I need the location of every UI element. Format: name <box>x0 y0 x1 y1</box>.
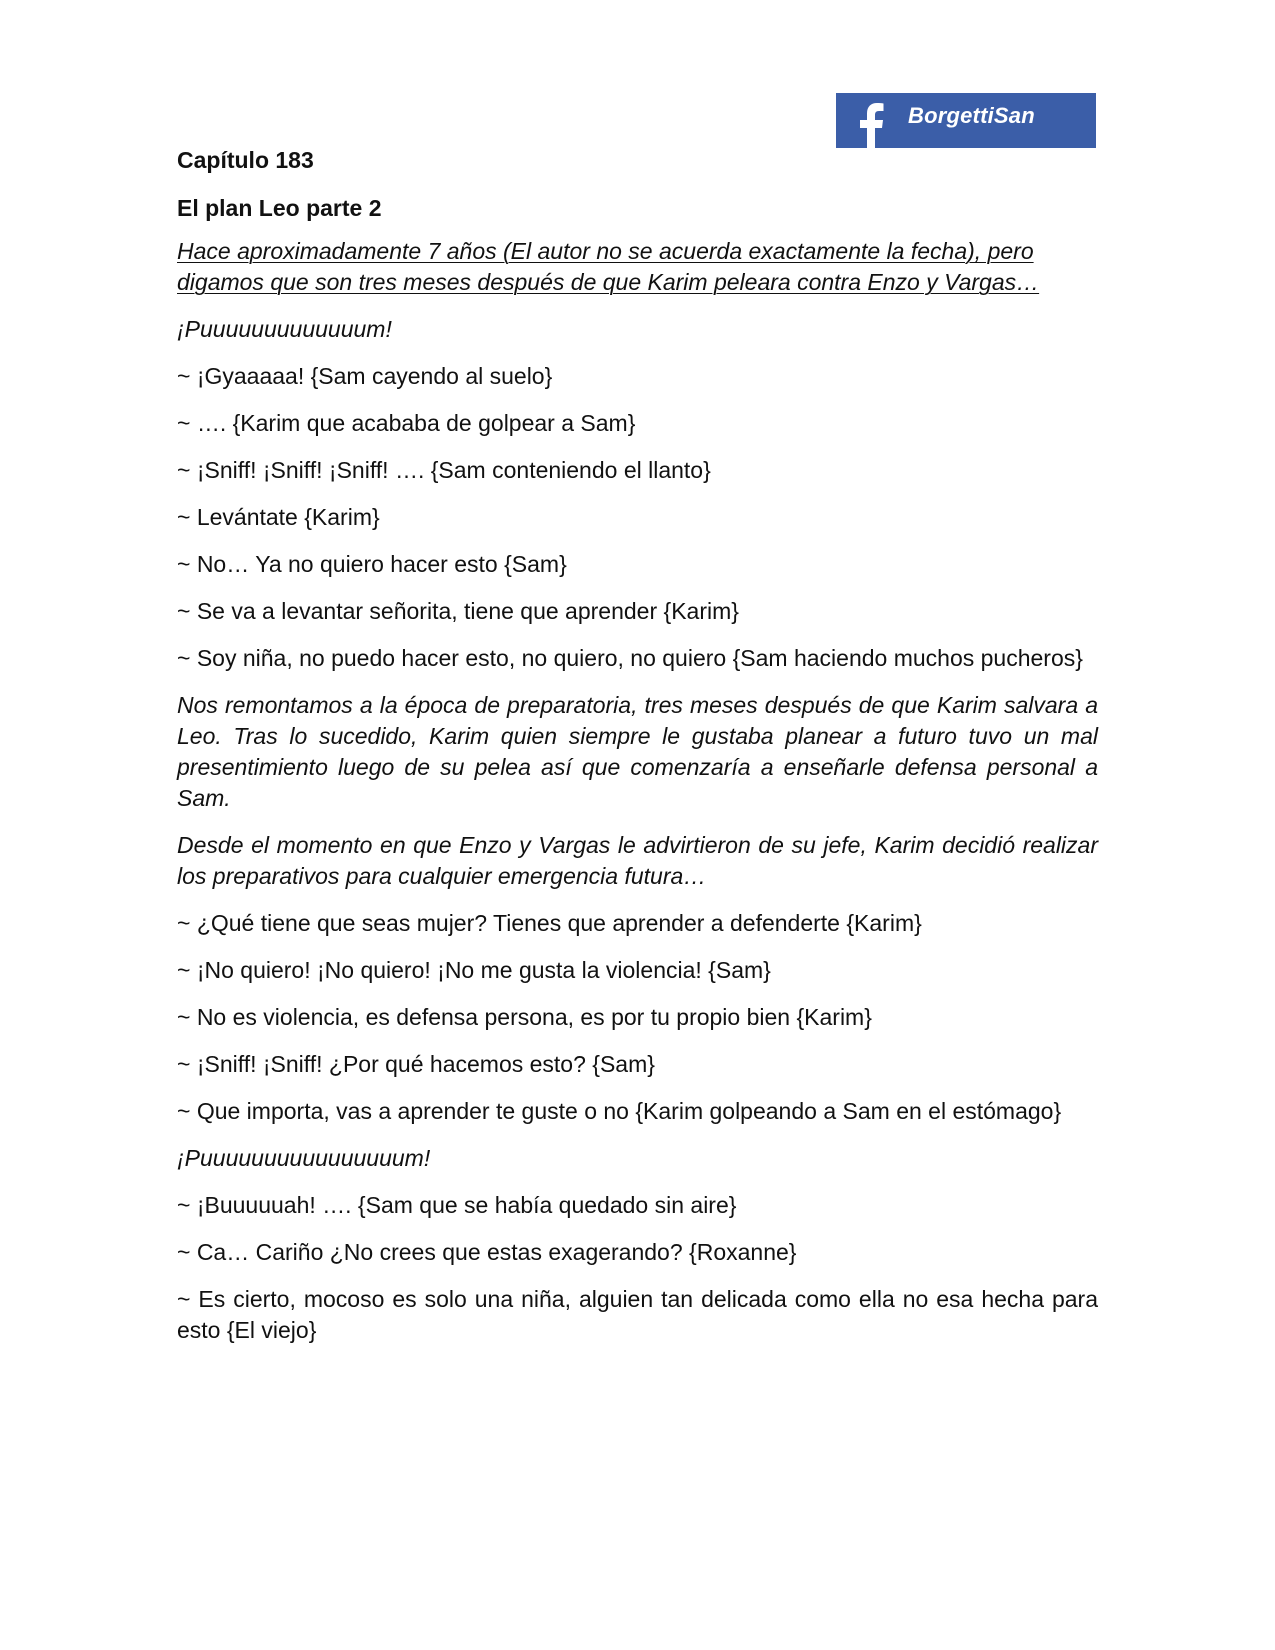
paragraph: ~ ¡Sniff! ¡Sniff! ¿Por qué hacemos esto? {Sam} <box>177 1051 655 1077</box>
intro-paragraph: Hace aproximadamente 7 años (El autor no se acuerda exactamente la fecha), pero digamos que son tres meses después de que Karim peleara contra Enzo y Vargas… <box>177 238 1040 295</box>
facebook-f-icon <box>854 101 886 148</box>
paragraph: ¡Puuuuuuuuuuuuuuuum! <box>177 1145 431 1171</box>
paragraph: ~ ¡Buuuuuah! …. {Sam que se había quedado sin aire} <box>177 1192 737 1218</box>
paragraph: ~ Es cierto, mocoso es solo una niña, alguien tan delicada como ella no esa hecha para esto {El viejo} <box>177 1286 1098 1343</box>
paragraph: ~ ¡Sniff! ¡Sniff! ¡Sniff! …. {Sam conteniendo el llanto} <box>177 457 711 483</box>
chapter-title: El plan Leo parte 2 <box>177 195 382 221</box>
document-body <box>177 146 1098 1346</box>
paragraph: ~ Que importa, vas a aprender te guste o no {Karim golpeando a Sam en el estómago} <box>177 1098 1062 1124</box>
paragraph: ~ ¡No quiero! ¡No quiero! ¡No me gusta la violencia! {Sam} <box>177 957 771 983</box>
paragraph: ~ No… Ya no quiero hacer esto {Sam} <box>177 551 567 577</box>
facebook-page-name: BorgettiSan <box>908 103 1035 128</box>
paragraph: ~ ¿Qué tiene que seas mujer? Tienes que aprender a defenderte {Karim} <box>177 910 922 936</box>
chapter-number: Capítulo 183 <box>177 147 314 173</box>
paragraph: ¡Puuuuuuuuuuuuum! <box>177 316 392 342</box>
paragraph: ~ No es violencia, es defensa persona, es por tu propio bien {Karim} <box>177 1004 872 1030</box>
facebook-banner[interactable] <box>836 93 1096 148</box>
paragraph: ~ Se va a levantar señorita, tiene que aprender {Karim} <box>177 598 739 624</box>
paragraph: ~ Levántate {Karim} <box>177 504 380 530</box>
paragraph: ~ Soy niña, no puedo hacer esto, no quiero, no quiero {Sam haciendo muchos pucheros} <box>177 645 1083 671</box>
paragraph: ~ ¡Gyaaaaa! {Sam cayendo al suelo} <box>177 363 553 389</box>
paragraph: ~ Ca… Cariño ¿No crees que estas exagerando? {Roxanne} <box>177 1239 797 1265</box>
narration-paragraph: Desde el momento en que Enzo y Vargas le advirtieron de su jefe, Karim decidió realizar los preparativos para cualquier emergencia futura… <box>177 832 1098 889</box>
paragraph: ~ …. {Karim que acababa de golpear a Sam} <box>177 410 636 436</box>
narration-paragraph: Nos remontamos a la época de preparatoria, tres meses después de que Karim salvara a Leo. Tras lo sucedido, Karim quien siempre le gustaba planear a futuro tuvo un mal presentimiento luego de su pelea así que comenzaría a enseñarle defensa personal a Sam. <box>177 692 1098 811</box>
